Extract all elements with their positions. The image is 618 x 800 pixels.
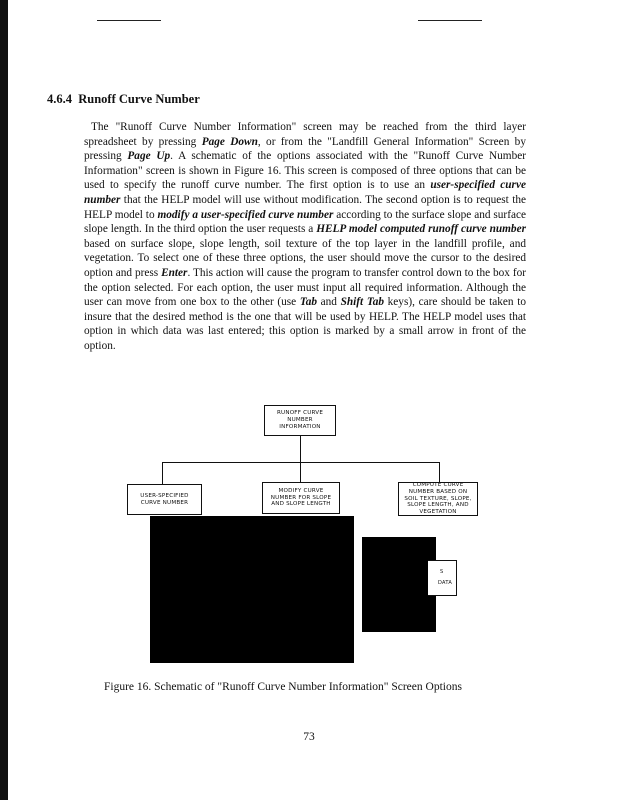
term-computed: HELP model computed runoff curve number [316,223,526,236]
partial-box-label-2: DATA [438,580,453,586]
key-shift-tab: Shift Tab [340,296,384,309]
redacted-region-large [150,516,354,663]
key-page-down: Page Down [201,135,258,148]
connector-mid-down [300,462,301,482]
partial-box-label-1: S [440,569,444,575]
key-page-up: Page Up [127,150,171,163]
key-enter: Enter [161,266,188,279]
section-title: Runoff Curve Number [78,92,200,106]
connector-left-down [162,462,163,484]
term-user-specified: user-specified curve number [84,179,526,206]
section-heading [47,92,200,107]
option-compute-box: COMPUTE CURVE NUMBER BASED ON SOIL TEXTURE, SLOPE, SLOPE LENGTH, AND VEGETATION [398,482,478,516]
top-rule-right [418,20,482,21]
figure-caption: Figure 16. Schematic of "Runoff Curve Number Information" Screen Options [104,681,462,693]
section-number: 4.6.4 [47,92,72,106]
connector-horizontal [162,462,440,463]
top-rule-left [97,20,161,21]
diagram-root-box: RUNOFF CURVE NUMBER INFORMATION [264,405,336,436]
key-tab: Tab [299,296,317,309]
option-user-box: USER-SPECIFIED CURVE NUMBER [127,484,202,515]
option-modify-box: MODIFY CURVE NUMBER FOR SLOPE AND SLOPE LENGTH [262,482,340,514]
term-modify: modify a user-specified curve number [157,208,334,221]
page-number: 73 [303,731,315,743]
scan-edge-bar [0,0,8,800]
connector-root-down [300,436,301,462]
connector-right-down [439,462,440,482]
body-paragraph: The "Runoff Curve Number Information" screen may be reached from the third layer spreadsheet by pressing Page Down, or from the "Landfill General Information" Screen by pressing Page Up. A schematic of the options associated with the "Runoff Curve Number Information" screen is shown in Figure 16. This screen is composed of three options that can be used to specify the runoff curve number. The first option is to use an user-specified curve number that the HELP model will use without modification. The second option is to request the HELP model to modify a user-specified curve number according to the surface slope and surface slope length. In the third option the user requests a HELP model computed runoff curve number based on surface slope, slope length, soil texture of the top layer in the landfill profile, and vegetation. To select one of these three options, the user should move the cursor to the desired option and press Enter. This action will cause the program to transfer control down to the box for the option selected. For each option, the user must input all required information. Although the user can move from one box to the other (use Tab and Shift Tab keys), care should be taken to insure that the desired method is the one that will be used by HELP. The HELP model uses that option in which data was last entered; this option is marked by a small arrow in front of the option. [84,121,526,352]
redacted-region-small [362,537,436,632]
partial-box-right [428,560,457,596]
